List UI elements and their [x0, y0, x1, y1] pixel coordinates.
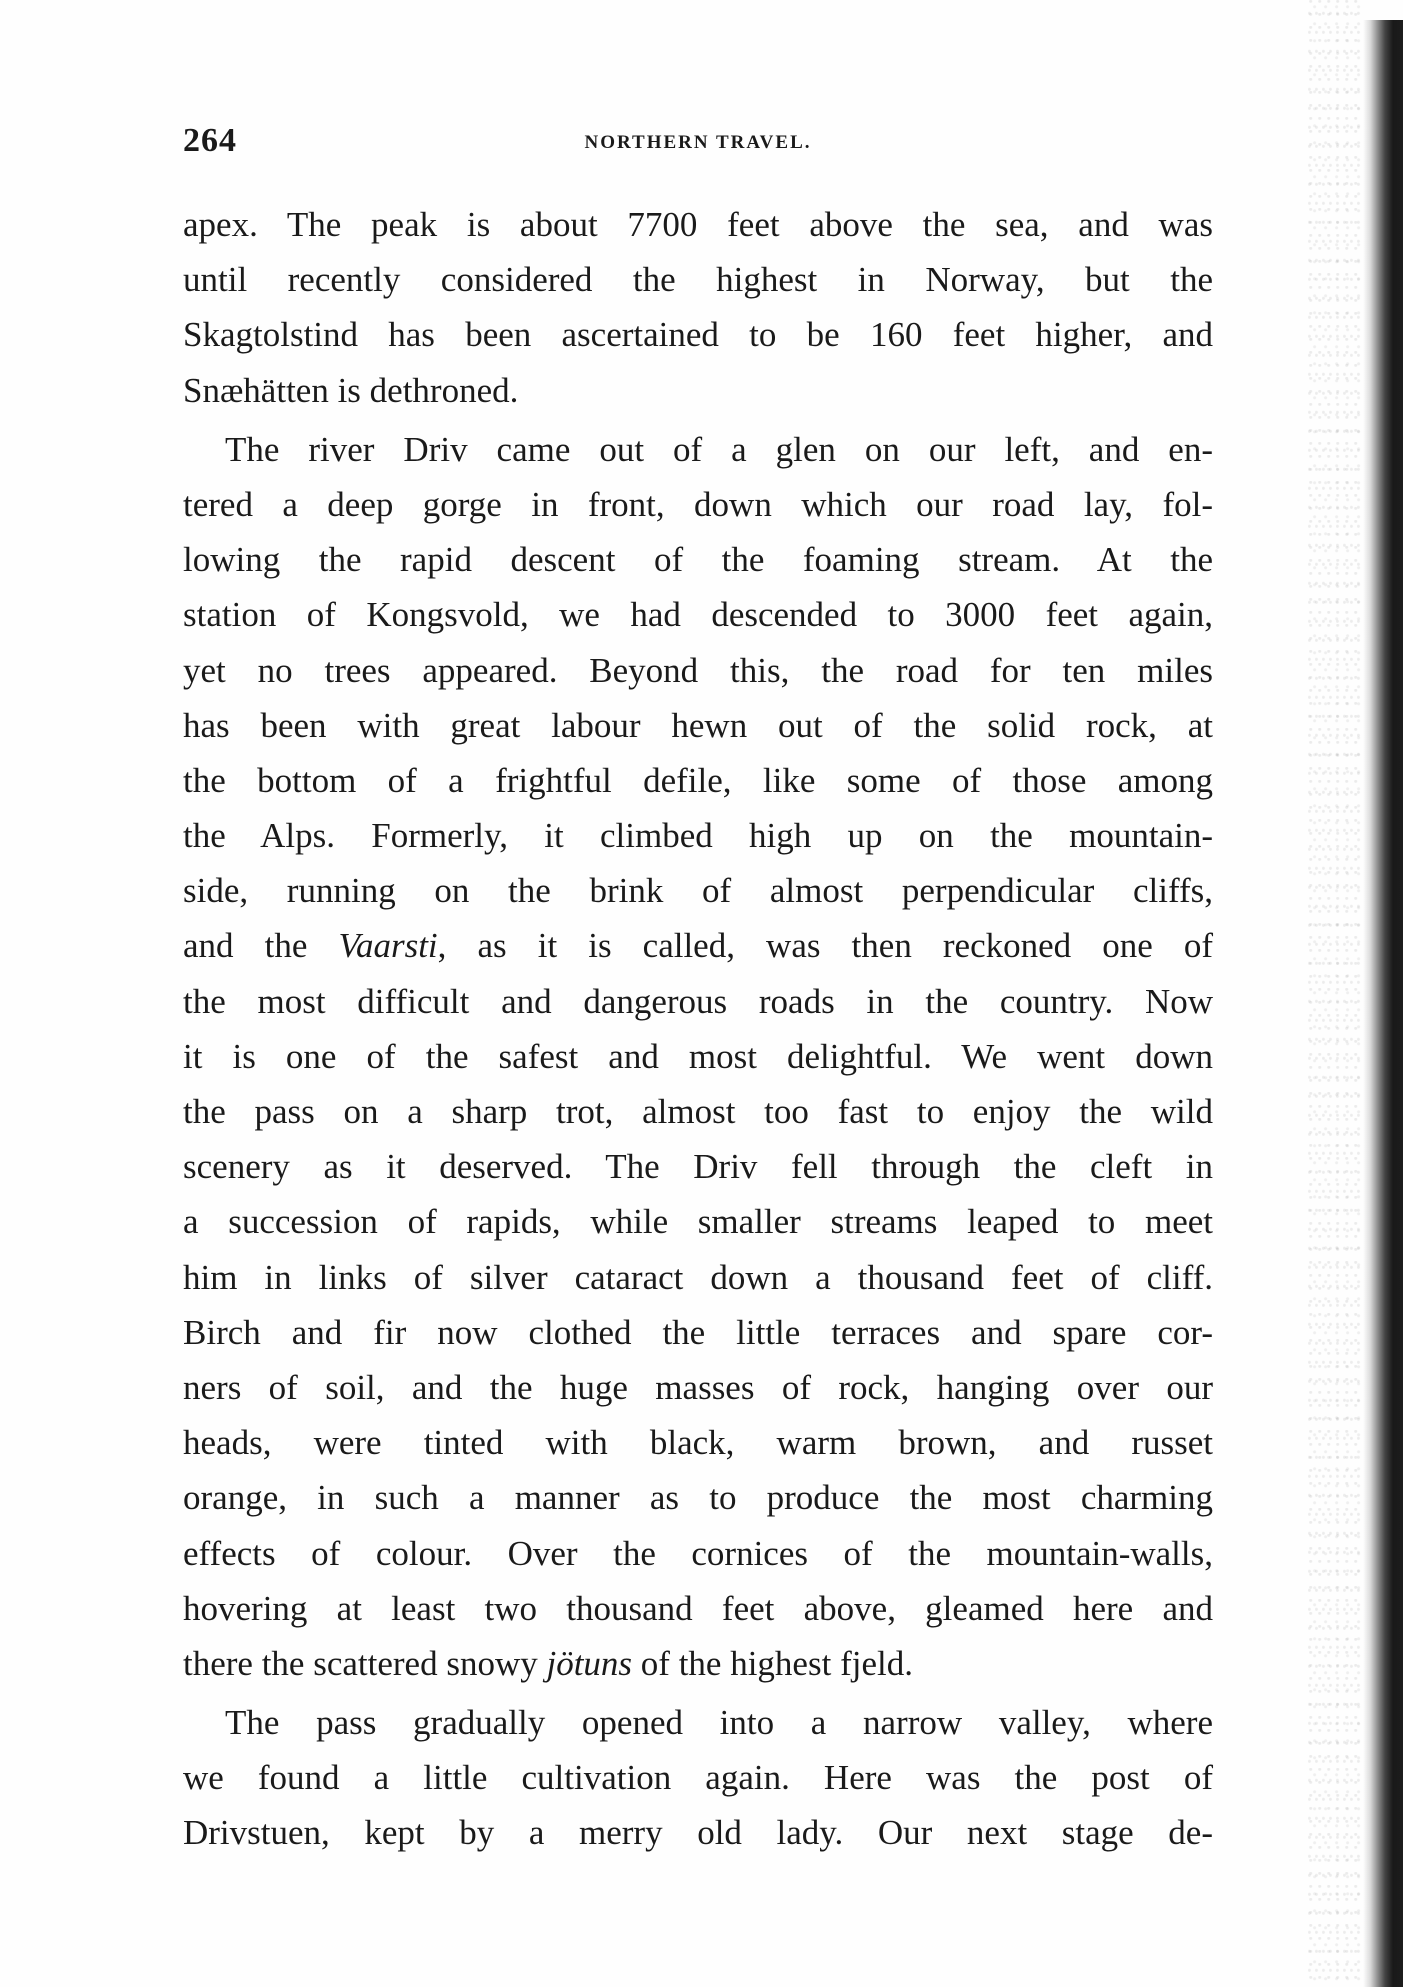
text-line: ners of soil, and the huge masses of rock, hanging over our: [183, 1367, 1213, 1407]
text-line: Drivstuen, kept by a merry old lady. Our next stage de-: [183, 1813, 1213, 1853]
text-line: tered a deep gorge in front, down which our road lay, fol-: [183, 484, 1213, 524]
binding-speckle: [1308, 0, 1363, 1987]
binding-edge-shadow: [1363, 20, 1403, 1987]
running-title: NORTHERN TRAVEL.: [584, 132, 812, 153]
italic-term-vaarsti: Vaarsti: [338, 926, 438, 966]
text-line: the Alps. Formerly, it climbed high up on the mountain-: [183, 816, 1213, 856]
text-line: The river Driv came out of a glen on our left, and en-: [225, 429, 1213, 469]
page-number: 264: [183, 122, 237, 159]
text-segment: and the: [183, 926, 339, 966]
text-line: yet no trees appeared. Beyond this, the road for ten miles: [183, 650, 1213, 690]
text-line: side, running on the brink of almost perpendicular cliffs,: [183, 871, 1213, 911]
text-line: it is one of the safest and most delightful. We went down: [183, 1036, 1213, 1076]
text-line: Birch and fir now clothed the little terraces and spare cor-: [183, 1312, 1213, 1352]
text-segment: of the highest fjeld.: [632, 1643, 913, 1683]
text-line: [183, 918, 1213, 973]
text-line: Snæhätten is dethroned.: [183, 370, 519, 410]
page-header: [183, 122, 1213, 172]
text-line: until recently considered the highest in Norway, but the: [183, 260, 1213, 300]
text-line: hovering at least two thousand feet above, gleamed here and: [183, 1588, 1213, 1628]
text-line: The pass gradually opened into a narrow valley, where: [225, 1703, 1213, 1743]
text-line: we found a little cultivation again. Here was the post of: [183, 1758, 1213, 1798]
text-line: has been with great labour hewn out of the solid rock, at: [183, 705, 1213, 745]
text-line: the bottom of a frightful defile, like some of those among: [183, 760, 1213, 800]
paragraph-1: [183, 197, 1213, 418]
text-line: orange, in such a manner as to produce the most charming: [183, 1478, 1213, 1518]
text-line: [183, 1636, 1213, 1691]
italic-term-jotuns: jötuns: [546, 1643, 633, 1683]
paragraph-2: [183, 422, 1213, 1691]
text-line: apex. The peak is about 7700 feet above the sea, and was: [183, 205, 1213, 244]
text-line: him in links of silver cataract down a thousand feet of cliff.: [183, 1257, 1213, 1297]
text-line: the most difficult and dangerous roads in the country. Now: [183, 981, 1213, 1021]
text-line: station of Kongsvold, we had descended to 3000 feet again,: [183, 595, 1213, 635]
text-line: the pass on a sharp trot, almost too fast to enjoy the wild: [183, 1092, 1213, 1131]
text-line: effects of colour. Over the cornices of the mountain-walls,: [183, 1533, 1213, 1573]
text-line: Skagtolstind has been ascertained to be 160 feet higher, and: [183, 315, 1213, 355]
body-text: [183, 197, 1213, 1861]
text-line: heads, were tinted with black, warm brown, and russet: [183, 1423, 1213, 1463]
text-segment: there the scattered snowy: [183, 1643, 547, 1683]
text-line: scenery as it deserved. The Driv fell through the cleft in: [183, 1147, 1213, 1187]
text-line: a succession of rapids, while smaller streams leaped to meet: [183, 1202, 1213, 1242]
paragraph-3: [183, 1695, 1213, 1861]
text-segment: , as it is called, was then reckoned one of: [437, 926, 1213, 966]
text-line: lowing the rapid descent of the foaming stream. At the: [183, 540, 1213, 580]
